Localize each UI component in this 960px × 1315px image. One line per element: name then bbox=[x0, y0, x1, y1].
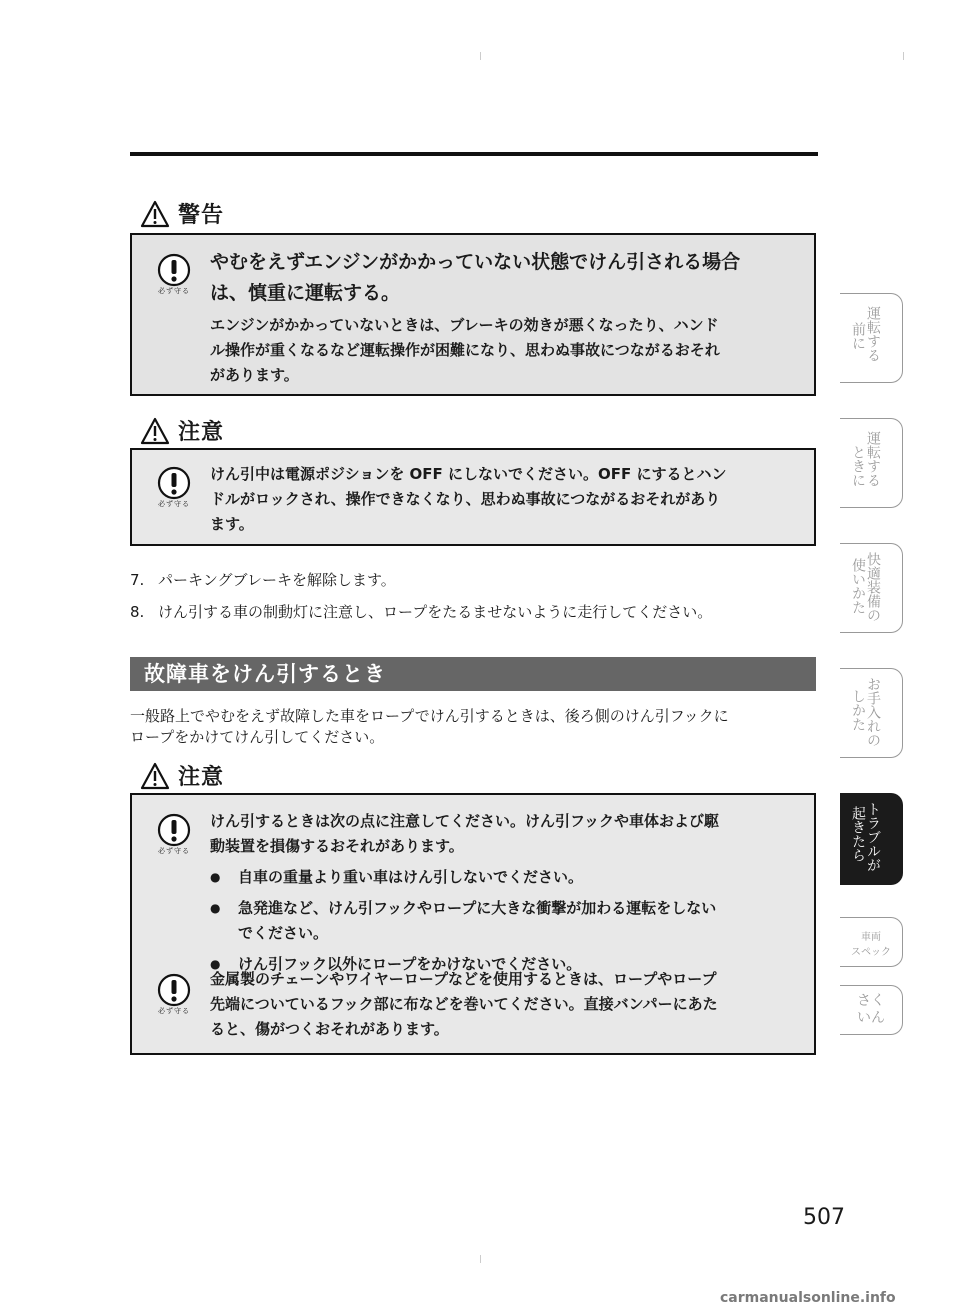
footer-watermark: carmanualsonline.info bbox=[720, 1290, 896, 1306]
crop-mark bbox=[480, 52, 481, 60]
step-item bbox=[130, 602, 712, 622]
must-follow-mark bbox=[152, 253, 196, 296]
step-text: けん引する車の制動灯に注意し、ロープをたるませないように走行してください。 bbox=[158, 603, 713, 621]
tab-label: トラブルが bbox=[865, 802, 881, 872]
crop-mark bbox=[903, 52, 904, 60]
page-number: 507 bbox=[803, 1205, 845, 1230]
tab-label: 使いかた bbox=[850, 558, 866, 614]
caution-title: 注意 bbox=[178, 765, 225, 790]
tab-before-driving[interactable] bbox=[840, 293, 903, 383]
tab-label: 車両 bbox=[861, 932, 881, 943]
tab-label: しかた bbox=[850, 689, 866, 731]
crop-mark bbox=[480, 1255, 481, 1263]
tab-label: 快適装備の bbox=[865, 552, 881, 622]
caution-body-line: 先端についているフック部に布などを巻いてください。直接バンパーにあた bbox=[210, 995, 718, 1013]
caution-body-line: 金属製のチェーンやワイヤーロープなどを使用するときは、ロープやロープ bbox=[210, 970, 717, 988]
step-item bbox=[130, 570, 396, 590]
tab-label: 前に bbox=[850, 322, 866, 350]
exclamation-circle-icon bbox=[157, 973, 191, 1007]
exclamation-circle-icon bbox=[157, 813, 191, 847]
caution-box bbox=[130, 793, 816, 1055]
bullet-line: ● 急発進など、けん引フックやロープに大きな衝撃が加わる運転をしない bbox=[238, 899, 717, 917]
exclamation-circle-icon bbox=[157, 466, 191, 500]
step-number: 7. bbox=[130, 571, 145, 589]
tab-maintenance[interactable] bbox=[840, 668, 903, 758]
step-text: パーキングブレーキを解除します。 bbox=[158, 571, 396, 589]
caution-body-line: ると、傷がつくおそれがあります。 bbox=[210, 1020, 449, 1038]
bullet-line: でください。 bbox=[238, 924, 329, 942]
tab-while-driving[interactable] bbox=[840, 418, 903, 508]
caution-heading bbox=[140, 415, 224, 446]
warning-heading bbox=[140, 198, 224, 229]
tab-vehicle-specs[interactable] bbox=[840, 917, 903, 967]
tab-comfort-equipment[interactable] bbox=[840, 543, 903, 633]
must-follow-mark bbox=[152, 973, 196, 1016]
must-follow-label: 必ず守る bbox=[158, 1007, 190, 1015]
must-follow-label: 必ず守る bbox=[158, 287, 190, 295]
warning-box bbox=[130, 233, 816, 396]
warning-heading-line: やむをえずエンジンがかかっていない状態でけん引される場合 bbox=[210, 251, 741, 273]
must-follow-mark bbox=[152, 466, 196, 509]
caution-body bbox=[210, 809, 800, 977]
caution-body-line: けん引中は電源ポジションを OFF にしないでください。OFF にするとハン bbox=[210, 465, 727, 483]
tab-label: スペック bbox=[851, 947, 891, 958]
caution-body bbox=[210, 967, 800, 1042]
step-number: 8. bbox=[130, 603, 145, 621]
caution-body bbox=[210, 462, 800, 537]
tab-label: 運転する bbox=[865, 306, 881, 362]
tab-label: ときに bbox=[850, 445, 866, 487]
tab-label: 起きたら bbox=[850, 806, 866, 862]
warning-body bbox=[210, 313, 800, 388]
tab-troubleshooting[interactable] bbox=[840, 793, 903, 885]
tab-label: お手入れの bbox=[865, 677, 881, 747]
tab-label: さく bbox=[857, 993, 885, 1009]
section-paragraph bbox=[130, 706, 820, 748]
caution-body-line: けん引するときは次の点に注意してください。けん引フックや車体および駆 bbox=[210, 812, 719, 830]
must-follow-label: 必ず守る bbox=[158, 500, 190, 508]
paragraph-line: 一般路上でやむをえず故障した車をロープでけん引するときは、後ろ側のけん引フックに bbox=[130, 707, 729, 725]
warning-body-line: エンジンがかかっていないときは、ブレーキの効きが悪くなったり、ハンド bbox=[210, 316, 719, 334]
warning-body-line: があります。 bbox=[210, 366, 299, 384]
warning-body-line: ル操作が重くなるなど運転操作が困難になり、思わぬ事故につながるおそれ bbox=[210, 341, 720, 359]
caution-heading bbox=[140, 760, 224, 791]
exclamation-circle-icon bbox=[157, 253, 191, 287]
header-rule bbox=[130, 152, 818, 156]
caution-body-line: ドルがロックされ、操作できなくなり、思わぬ事故につながるおそれがあり bbox=[210, 490, 721, 508]
bullet-item bbox=[210, 865, 800, 890]
paragraph-line: ロープをかけてけん引してください。 bbox=[130, 728, 385, 746]
tab-index[interactable] bbox=[840, 985, 903, 1035]
must-follow-label: 必ず守る bbox=[158, 847, 190, 855]
caution-body-line: 動装置を損傷するおそれがあります。 bbox=[210, 837, 464, 855]
caution-triangle-icon bbox=[140, 417, 170, 445]
caution-title: 注意 bbox=[178, 420, 225, 445]
caution-triangle-icon bbox=[140, 762, 170, 790]
bullet-line: ● 自車の重量より重い車はけん引しないでください。 bbox=[238, 868, 584, 886]
caution-box bbox=[130, 448, 816, 546]
must-follow-mark bbox=[152, 813, 196, 856]
caution-body-line: ます。 bbox=[210, 515, 254, 533]
bullet-item bbox=[210, 896, 800, 946]
tab-label: いん bbox=[857, 1010, 885, 1026]
bullet-line: ● けん引フック以外にロープをかけないでください。 bbox=[238, 955, 582, 973]
warning-heading-line: は、慎重に運転する。 bbox=[210, 282, 401, 304]
warning-title: 警告 bbox=[178, 203, 225, 228]
warning-triangle-icon bbox=[140, 200, 170, 228]
section-title: 故障車をけん引するとき bbox=[130, 657, 816, 691]
tab-label: 運転する bbox=[865, 431, 881, 487]
warning-heading-text bbox=[210, 247, 800, 309]
